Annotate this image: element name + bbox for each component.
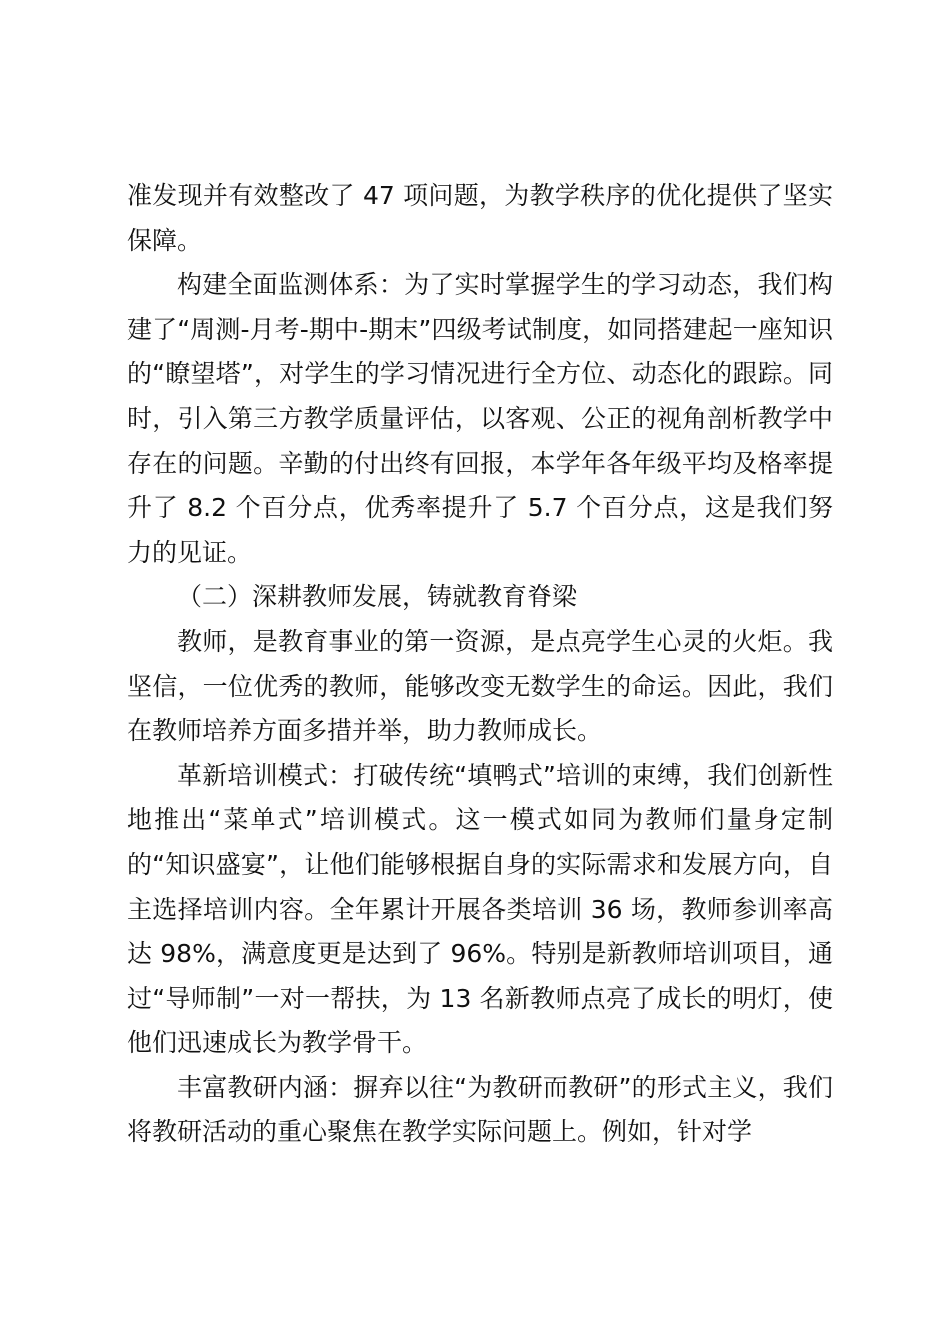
paragraph-training-model: 革新培训模式：打破传统“填鸭式”培训的束缚，我们创新性地推出“菜单式”培训模式。这一模式如同为教师们量身定制的“知识盛宴”，让他们能够根据自身的实际需求和发展方向，自主选择培训内容。全年累计开展各类培训 36 场，教师参训率高达 98%，满意度更是达到了 96%。特别是新教师培训项目，通过“导师制”一对一帮扶，为 13 名新教师点亮了成长的明灯，使他们迅速成长为教学骨干。 [127, 760, 833, 1058]
paragraph-monitoring-system: 构建全面监测体系：为了实时掌握学生的学习动态，我们构建了“周测-月考-期中-期末”四级考试制度，如同搭建起一座知识的“瞭望塔”，对学生的学习情况进行全方位、动态化的跟踪。同时，引入第三方教学质量评估，以客观、公正的视角剖析教学中存在的问题。辛勤的付出终有回报，本学年各年级平均及格率提升了 8.2 个百分点，优秀率提升了 5.7 个百分点，这是我们努力的见证。 [127, 270, 833, 567]
section-heading-teacher-development: （二）深耕教师发展，铸就教育脊梁 [177, 582, 578, 612]
paragraph-continuation: 准发现并有效整改了 47 项问题，为教学秩序的优化提供了坚实保障。 [127, 181, 833, 255]
document-body [127, 174, 833, 1155]
paragraph-teacher-resource: 教师，是教育事业的第一资源，是点亮学生心灵的火炬。我坚信，一位优秀的教师，能够改变无数学生的命运。因此，我们在教师培养方面多措并举，助力教师成长。 [127, 626, 833, 746]
paragraph-teaching-research: 丰富教研内涵：摒弃以往“为教研而教研”的形式主义，我们将教研活动的重心聚焦在教学实际问题上。例如，针对学 [127, 1072, 833, 1147]
